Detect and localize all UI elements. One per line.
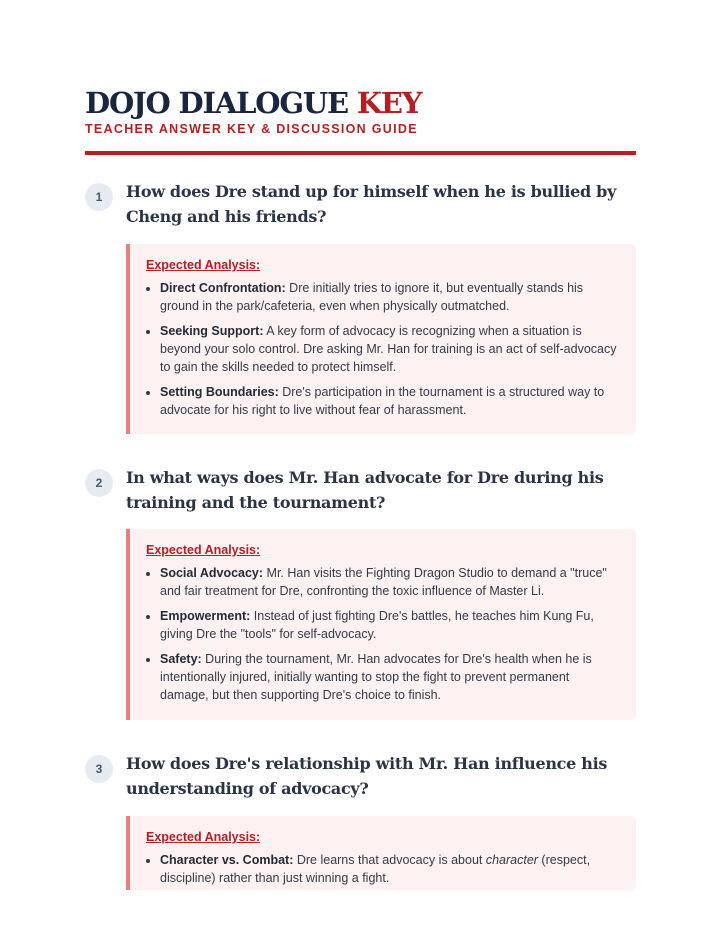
point-term: Safety: — [160, 652, 202, 666]
list-item — [160, 650, 618, 704]
point-text: A key form of advocacy is recognizing when a situation is beyond your solo control. Dre asking Mr. Han for training is an act of self-advocacy to gain the skills needed to protect himself. — [160, 324, 617, 374]
point-term: Character vs. Combat: — [160, 853, 294, 867]
point-term: Direct Confrontation: — [160, 281, 286, 295]
expected-analysis-box — [126, 529, 636, 720]
point-emphasis: character — [485, 853, 538, 867]
analysis-list — [146, 564, 618, 704]
point-text: Dre initially tries to ignore it, but eventually stands his ground in the park/cafeteria, even when physically outmatched. — [160, 281, 584, 313]
expected-analysis-box — [126, 244, 636, 434]
title-accent: KEY — [356, 86, 422, 120]
document-subtitle: TEACHER ANSWER KEY & DISCUSSION GUIDE — [85, 122, 418, 136]
list-item — [160, 279, 618, 315]
question-text: How does Dre stand up for himself when he is bullied by Cheng and his friends? — [126, 182, 617, 226]
point-text: Dre learns that advocacy is about — [293, 853, 486, 867]
point-text: Instead of just fighting Dre's battles, he teaches him Kung Fu, giving Dre the "tools" for self-advocacy. — [160, 609, 594, 641]
question-number-badge: 2 — [85, 469, 113, 497]
expected-analysis-box — [126, 816, 636, 890]
list-item — [160, 607, 618, 643]
list-item — [160, 383, 618, 419]
expected-analysis-label: Expected Analysis: — [146, 543, 261, 557]
list-item — [160, 322, 618, 376]
document-title — [85, 84, 636, 122]
analysis-list — [146, 279, 618, 419]
point-text: During the tournament, Mr. Han advocates for Dre's health when he is intentionally injured, initially wanting to stop the fight to prevent permanent damage, but then supporting Dre's choice to finish. — [160, 652, 592, 702]
point-text: Mr. Han visits the Fighting Dragon Studio to demand a "truce" and fair treatment for Dre, confronting the toxic influence of Master Li. — [160, 566, 607, 598]
point-term: Empowerment: — [160, 609, 251, 623]
point-text: (respect, discipline) rather than just winning a fight. — [160, 853, 591, 885]
question-text: How does Dre's relationship with Mr. Han influence his understanding of advocacy? — [126, 754, 608, 798]
list-item — [160, 851, 618, 887]
point-term: Setting Boundaries: — [160, 385, 279, 399]
title-main: DOJO DIALOGUE — [85, 86, 348, 120]
point-text: Dre's participation in the tournament is a structured way to advocate for his right to live without fear of harassment. — [160, 385, 605, 417]
list-item — [160, 564, 618, 600]
expected-analysis-label: Expected Analysis: — [146, 830, 261, 844]
header-divider — [85, 151, 636, 155]
analysis-list — [146, 851, 618, 887]
point-term: Social Advocacy: — [160, 566, 264, 580]
question-number-badge: 1 — [85, 183, 113, 211]
document-header — [85, 84, 636, 136]
expected-analysis-label: Expected Analysis: — [146, 258, 261, 272]
question-number-badge: 3 — [85, 755, 113, 783]
point-term: Seeking Support: — [160, 324, 264, 338]
question-text: In what ways does Mr. Han advocate for Dre during his training and the tournament? — [126, 468, 604, 512]
